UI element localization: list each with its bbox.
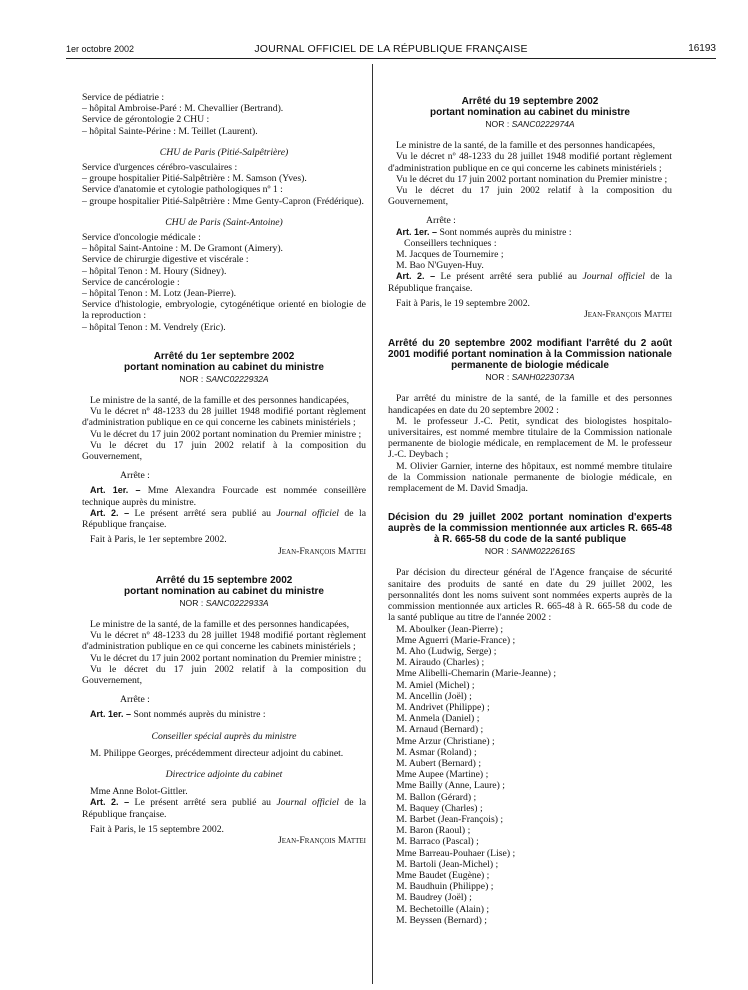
expert-list-item: Mme Bailly (Anne, Laure) ; [396,780,505,792]
left-column [82,92,366,846]
section-heading: CHU de Paris (Pitié-Salpêtrière) [159,146,289,158]
text-line: Service de cancérologie : [82,276,180,288]
paragraph: Vu le décret nº 48-1233 du 28 juillet 1948 modifié portant règlement d'administration publique en ce qui concerne les cabinets ministériels ; [82,406,366,429]
section-heading: CHU de Paris (Saint-Antoine) [165,216,283,228]
paragraph: Vu le décret du 17 juin 2002 relatif à la composition du Gouvernement, [388,185,672,208]
article: Art. 1er. – Sont nommés auprès du ministre : [396,226,572,238]
text-line: Service d'anatomie et cytologie pathologiques nº 1 : [82,184,283,196]
subsection-heading: Conseiller spécial auprès du ministre [151,730,297,742]
right-column [388,96,672,926]
expert-list-item: M. Aubert (Bernard) ; [396,757,482,769]
expert-list-item: M. Aboulker (Jean-Pierre) ; [396,623,504,635]
article: Art. 2. – Le présent arrêté sera publié au Journal officiel de la République française. [82,797,366,820]
text-line: Service de chirurgie digestive et viscérale : [82,254,249,266]
text-line: – groupe hospitalier Pitié-Salpêtrière : Mme Genty-Capron (Frédérique). [82,195,364,207]
subsection-heading: Directrice adjointe du cabinet [165,768,283,780]
expert-list-item: M. Aho (Ludwig, Serge) ; [396,645,497,657]
header-date: 1er octobre 2002 [66,44,135,54]
expert-list-item: Mme Aupee (Martine) ; [396,769,489,781]
paragraph: Vu le décret nº 48-1233 du 28 juillet 1948 modifié portant règlement d'administration publique en ce qui concerne les cabinets ministériels ; [82,630,366,653]
paragraph: Le ministre de la santé, de la famille et des personnes handicapées, [90,618,350,630]
text-line: Service de gérontologie 2 CHU : [82,114,210,126]
signature: Jean-François Mattei [278,545,366,557]
chu1-services [82,162,366,207]
nor-reference: NOR : SANM0222616S [484,546,576,557]
article: Art. 1er. – Sont nommés auprès du ministre : [90,709,266,721]
arrete-title: Arrêté du 20 septembre 2002 modifiant l'arrêté du 2 août 2001 modifié portant nomination à la Commission nationale permanente de biologie médicale [388,338,672,372]
expert-list-item: M. Baudhuin (Philippe) ; [396,881,494,893]
expert-list-item: M. Andrivet (Philippe) ; [396,701,490,713]
expert-list-item: Mme Alibelli-Chemarin (Marie-Jeanne) ; [396,668,557,680]
expert-list-item: M. Barraco (Pascal) ; [396,836,479,848]
expert-list-item: Mme Arzur (Christiane) ; [396,735,495,747]
page-header [66,41,716,57]
expert-list-item: M. Bechetoille (Alain) ; [396,903,490,915]
experts-list [388,624,672,926]
decision-29-juillet [388,512,672,926]
paragraph: Le ministre de la santé, de la famille et des personnes handicapées, [90,395,350,407]
paragraph: M. Philippe Georges, précédemment directeur adjoint du cabinet. [90,747,344,759]
expert-list-item: M. Airaudo (Charles) ; [396,657,485,669]
expert-list-item: Mme Aguerri (Marie-France) ; [396,634,516,646]
article: Art. 2. – Le présent arrêté sera publié au Journal officiel de la République française. [388,271,672,294]
paragraph: M. Olivier Garnier, interne des hôpitaux, est nommé membre titulaire de la Commission nationale permanente de biologie médicale, en remplacement de M. David Smadja. [388,460,672,495]
list-item: M. Jacques de Tournemire ; [396,249,504,261]
header-rule [66,58,716,59]
text-line: – hôpital Saint-Antoine : M. De Gramont (Aimery). [82,243,283,255]
text-line: – hôpital Sainte-Périne : M. Teillet (Laurent). [82,125,258,137]
arrete-subtitle: portant nomination au cabinet du ministre [429,107,630,118]
expert-list-item: M. Ballon (Gérard) ; [396,791,477,803]
text-line: Service de pédiatrie : [82,92,165,103]
intro-services [82,92,366,137]
list-item: M. Bao N'Guyen-Huy. [396,260,484,272]
paragraph: Vu le décret du 17 juin 2002 relatif à la composition du Gouvernement, [82,439,366,463]
paragraph: M. le professeur J.-C. Petit, syndicat des biologistes hospitalo-universitaires, est nommé membre titulaire de la Commission nationale permanente de biologie médicale, en remplacement de M. le professeur J.-C. Deybach ; [388,415,672,461]
arrete-20-septembre [388,338,672,494]
column-divider [372,64,373,984]
expert-list-item: M. Baudrey (Joël) ; [396,892,472,904]
date-place: Fait à Paris, le 19 septembre 2002. [396,297,530,309]
header-page-number: 16193 [688,43,716,54]
signature: Jean-François Mattei [584,309,672,321]
arrete-title: Arrêté du 1er septembre 2002 [153,350,295,362]
expert-list-item: M. Asmar (Roland) ; [396,746,477,758]
paragraph: Le ministre de la santé, de la famille et des personnes handicapées, [396,140,656,152]
text-line: – hôpital Tenon : M. Houry (Sidney). [82,265,227,277]
paragraph: Vu le décret du 17 juin 2002 portant nomination du Premier ministre ; [90,652,362,664]
arrete-19-septembre [388,96,672,320]
nor-reference: NOR : SANC0222933A [179,597,269,608]
arrete-title: Arrêté du 15 septembre 2002 [155,574,293,586]
arrete-1-septembre [82,351,366,557]
date-place: Fait à Paris, le 15 septembre 2002. [90,823,224,835]
arrete-word: Arrête : [120,694,150,706]
paragraph: Par arrêté du ministre de la santé, de la famille et des personnes handicapées en date du 20 septembre 2002 : [388,393,672,416]
text-line: – hôpital Tenon : M. Vendrely (Eric). [82,321,226,333]
text-line: Service d'urgences cérébro-vasculaires : [82,162,238,174]
expert-list-item: M. Bartoli (Jean-Michel) ; [396,858,499,870]
article: Art. 2. – Le présent arrêté sera publié au Journal officiel de la République française. [82,507,366,531]
expert-list-item: M. Baron (Raoul) ; [396,825,471,837]
expert-list-item: M. Amiel (Michel) ; [396,679,475,691]
paragraph: Vu le décret nº 48-1233 du 28 juillet 1948 modifié portant règlement d'administration publique en ce qui concerne les cabinets ministériels ; [388,151,672,174]
signature: Jean-François Mattei [278,834,366,846]
nor-reference: NOR : SANC0222974A [485,119,575,129]
date-place: Fait à Paris, le 1er septembre 2002. [90,534,227,546]
expert-list-item: Mme Barreau-Pouhaer (Lise) ; [396,847,516,859]
paragraph: Mme Anne Bolot-Gittler. [90,786,188,798]
article: Art. 1er. – Mme Alexandra Fourcade est nommée conseillère technique auprès du ministre. [82,485,367,508]
arrete-word: Arrête : [426,215,456,227]
arrete-subtitle: portant nomination au cabinet du ministre [123,361,324,373]
text-line: – groupe hospitalier Pitié-Salpêtrière : M. Samson (Yves). [82,173,307,185]
header-journal-title: JOURNAL OFFICIEL DE LA RÉPUBLIQUE FRANÇAISE [254,43,528,55]
text-line: – hôpital Ambroise-Paré : M. Chevallier (Bertrand). [82,103,284,115]
arrete-subtitle: portant nomination au cabinet du ministre [123,585,324,597]
text-line: – hôpital Tenon : M. Lotz (Jean-Pierre). [82,288,237,300]
paragraph: Vu le décret du 17 juin 2002 relatif à la composition du Gouvernement, [82,663,366,686]
paragraph: Vu le décret du 17 juin 2002 portant nomination du Premier ministre ; [396,173,668,185]
expert-list-item: M. Arnaud (Bernard) ; [396,724,484,736]
chu2-services [82,232,366,333]
arrete-15-septembre [82,575,366,846]
text-line: Service d'histologie, embryologie, cytogénétique orienté en biologie de la reproduction : [82,299,366,322]
expert-list-item: M. Barbet (Jean-François) ; [396,813,504,825]
expert-list-item: M. Anmela (Daniel) ; [396,713,480,725]
nor-reference: NOR : SANC0222932A [179,373,269,384]
paragraph: Par décision du directeur général de l'Agence française de sécurité sanitaire des produits de santé en date du 29 juillet 2002, les personnalités dont les noms suivent sont nommées experts auprès de la commission mentionnée aux articles R. 665-48 à R. 665-58 du code de la santé publique au titre de l'année 2002 : [388,567,672,624]
text-line: Service d'oncologie médicale : [82,232,201,244]
arrete-title: Arrêté du 19 septembre 2002 [461,96,599,107]
nor-reference: NOR : SANH0223073A [485,372,575,383]
decision-title: Décision du 29 juillet 2002 portant nomination d'experts auprès de la commission mentionnée aux articles R. 665-48 à R. 665-58 du code de la santé publique [388,512,672,546]
arrete-word: Arrête : [120,470,150,482]
expert-list-item: M. Ancellin (Joël) ; [396,690,472,702]
expert-list-item: M. Beyssen (Bernard) ; [396,914,487,926]
expert-list-item: Mme Baudet (Eugène) ; [396,869,490,881]
subsection-heading: Conseillers techniques : [404,237,497,249]
expert-list-item: M. Baquey (Charles) ; [396,802,483,814]
paragraph: Vu le décret du 17 juin 2002 portant nomination du Premier ministre ; [90,428,362,440]
